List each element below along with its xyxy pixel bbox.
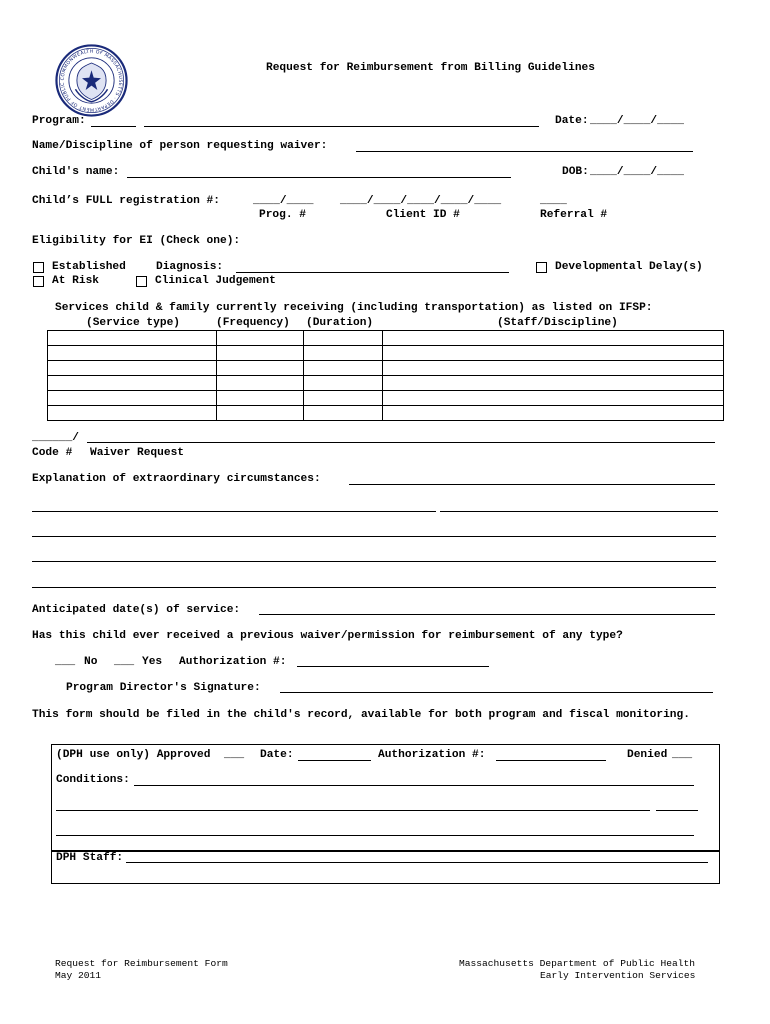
table-cell[interactable] (304, 346, 383, 361)
dph-conditions-line-2b[interactable] (656, 810, 698, 811)
explanation-line-2b[interactable] (440, 511, 718, 512)
table-cell[interactable] (48, 391, 217, 406)
explanation-line-1[interactable] (349, 484, 715, 485)
developmental-delay-checkbox[interactable] (536, 262, 547, 273)
explanation-line-3[interactable] (32, 536, 716, 537)
filing-note: This form should be filed in the child's record, available for both program and fiscal monitoring. (32, 709, 690, 721)
at-risk-checkbox[interactable] (33, 276, 44, 287)
table-row (48, 391, 724, 406)
waiver-request-line[interactable] (87, 442, 715, 443)
col-service-type: (Service type) (86, 317, 180, 329)
dob-blank[interactable]: ____/____/____ (590, 166, 684, 178)
name-discipline-label: Name/Discipline of person requesting waiver: (32, 140, 328, 152)
table-cell[interactable] (217, 406, 304, 421)
services-heading: Services child & family currently receiving (including transportation) as listed on IFSP: (55, 302, 653, 314)
director-signature-line[interactable] (280, 692, 713, 693)
established-checkbox[interactable] (33, 262, 44, 273)
col-frequency: (Frequency) (216, 317, 290, 329)
program-line-short[interactable] (91, 126, 136, 127)
table-cell[interactable] (217, 376, 304, 391)
dob-label: DOB: (562, 166, 589, 178)
table-cell[interactable] (217, 346, 304, 361)
table-row (48, 346, 724, 361)
dph-conditions-line-2a[interactable] (56, 810, 650, 811)
established-label: Established (52, 261, 126, 273)
previous-waiver-question: Has this child ever received a previous waiver/permission for reimbursement of any type? (32, 630, 623, 642)
dph-denied-blank[interactable]: ___ (672, 749, 693, 761)
explanation-line-2a[interactable] (32, 511, 436, 512)
dph-date-line[interactable] (298, 760, 371, 761)
table-cell[interactable] (304, 406, 383, 421)
dph-conditions-line-1[interactable] (134, 785, 694, 786)
eligibility-label: Eligibility for EI (Check one): (32, 235, 241, 247)
dph-conditions-label: Conditions: (56, 774, 130, 786)
table-cell[interactable] (48, 376, 217, 391)
table-cell[interactable] (217, 391, 304, 406)
clinical-judgement-label: Clinical Judgement (155, 275, 276, 287)
dph-conditions-line-3[interactable] (56, 835, 694, 836)
program-line[interactable] (144, 126, 539, 127)
col-duration: (Duration) (306, 317, 374, 329)
prog-caption: Prog. # (259, 209, 306, 221)
table-cell[interactable] (217, 361, 304, 376)
table-cell[interactable] (383, 406, 724, 421)
table-cell[interactable] (217, 331, 304, 346)
no-label: No (84, 656, 98, 668)
dph-approved-label: (DPH use only) Approved (56, 749, 211, 761)
reg-client-blank[interactable]: ____/____/____/____/____ (340, 195, 502, 207)
table-row (48, 361, 724, 376)
footer-department: Massachusetts Department of Public Health (459, 958, 696, 969)
child-name-label: Child's name: (32, 166, 120, 178)
footer-form-date: May 2011 (55, 970, 102, 981)
services-table (47, 330, 724, 421)
code-caption: Code # (32, 447, 73, 459)
yes-label: Yes (142, 656, 163, 668)
form-title: Request for Reimbursement from Billing Guidelines (266, 62, 595, 74)
date-label: Date: (555, 115, 589, 127)
table-row (48, 406, 724, 421)
authorization-line[interactable] (297, 666, 489, 667)
code-blank[interactable]: ______/ (32, 432, 79, 444)
client-id-caption: Client ID # (386, 209, 460, 221)
yes-blank[interactable]: ___ (114, 656, 135, 668)
table-cell[interactable] (48, 346, 217, 361)
explanation-label: Explanation of extraordinary circumstances: (32, 473, 321, 485)
dph-staff-line[interactable] (126, 862, 708, 863)
anticipated-dates-line[interactable] (259, 614, 715, 615)
developmental-delay-label: Developmental Delay(s) (555, 261, 703, 273)
table-cell[interactable] (304, 361, 383, 376)
date-blank[interactable]: ____/____/____ (590, 115, 684, 127)
diagnosis-line[interactable] (236, 272, 509, 273)
director-signature-label: Program Director's Signature: (66, 682, 261, 694)
referral-caption: Referral # (540, 209, 608, 221)
table-cell[interactable] (304, 391, 383, 406)
table-cell[interactable] (48, 361, 217, 376)
seal-ring-text: COMMONWEALTH OF MASSACHUSETTS · DEPARTMENT OF PUBLIC (60, 49, 123, 112)
table-cell[interactable] (48, 331, 217, 346)
diagnosis-label: Diagnosis: (156, 261, 224, 273)
no-blank[interactable]: ___ (55, 656, 76, 668)
name-discipline-line[interactable] (356, 151, 693, 152)
dph-approved-blank[interactable]: ___ (224, 749, 245, 761)
table-cell[interactable] (383, 346, 724, 361)
table-row (48, 376, 724, 391)
table-row (48, 331, 724, 346)
authorization-label: Authorization #: (179, 656, 287, 668)
child-name-line[interactable] (127, 177, 511, 178)
table-cell[interactable] (383, 376, 724, 391)
massachusetts-dph-seal-logo (55, 44, 128, 117)
reg-referral-blank[interactable]: ____ (540, 195, 567, 207)
dph-authorization-label: Authorization #: (378, 749, 486, 761)
program-label: Program: (32, 115, 86, 127)
dph-date-label: Date: (260, 749, 294, 761)
table-cell[interactable] (304, 376, 383, 391)
at-risk-label: At Risk (52, 275, 99, 287)
anticipated-dates-label: Anticipated date(s) of service: (32, 604, 241, 616)
table-cell[interactable] (304, 331, 383, 346)
dph-authorization-line[interactable] (496, 760, 606, 761)
footer-form-name: Request for Reimbursement Form (55, 958, 228, 969)
explanation-line-4[interactable] (32, 561, 716, 562)
waiver-request-caption: Waiver Request (90, 447, 184, 459)
reg-prog-blank[interactable]: ____/____ (253, 195, 314, 207)
explanation-line-5[interactable] (32, 587, 716, 588)
dph-staff-box (51, 850, 720, 884)
table-cell[interactable] (48, 406, 217, 421)
clinical-judgement-checkbox[interactable] (136, 276, 147, 287)
table-cell[interactable] (383, 331, 724, 346)
footer-division: Early Intervention Services (540, 970, 696, 981)
col-staff-discipline: (Staff/Discipline) (497, 317, 618, 329)
table-cell[interactable] (383, 391, 724, 406)
table-cell[interactable] (383, 361, 724, 376)
registration-label: Child’s FULL registration #: (32, 195, 220, 207)
dph-denied-label: Denied (627, 749, 668, 761)
dph-staff-label: DPH Staff: (56, 852, 124, 864)
